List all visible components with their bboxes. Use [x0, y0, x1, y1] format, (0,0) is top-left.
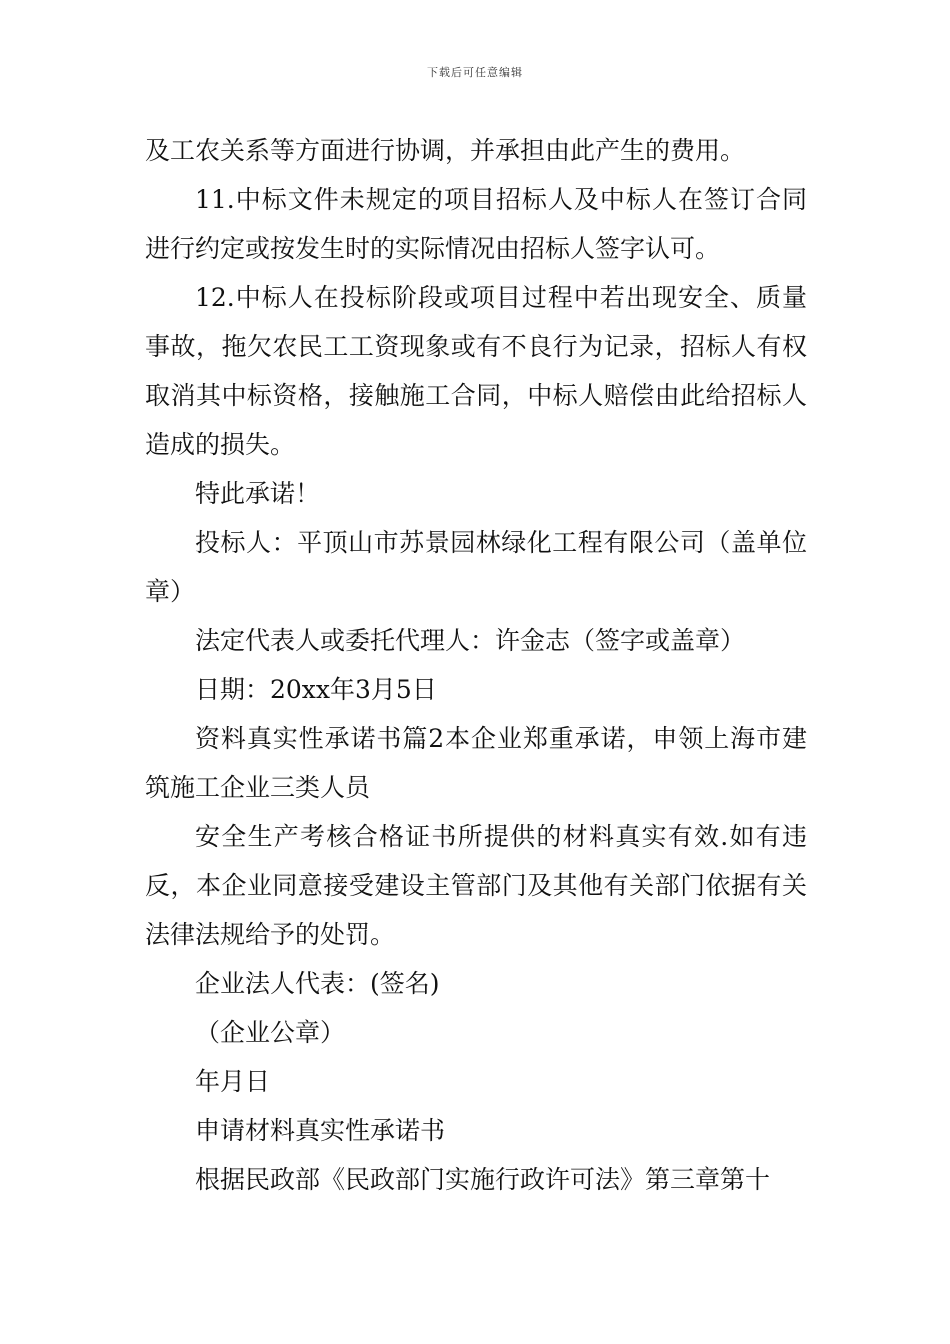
paragraph-3: 12.中标人在投标阶段或项目过程中若出现安全、质量事故，拖欠农民工工资现象或有不良行为记录，招标人有权取消其中标资格，接触施工合同，中标人赔偿由此给招标人造成的损失。 — [145, 283, 807, 459]
paragraph-10: 企业法人代表：(签名) — [195, 969, 440, 998]
paragraph-2: 11.中标文件未规定的项目招标人及中标人在签订合同进行约定或按发生时的实际情况由招标人签字认可。 — [145, 185, 807, 263]
paragraph-12: 年月日 — [195, 1067, 271, 1096]
paragraph-5: 投标人：平顶山市苏景园林绿化工程有限公司（盖单位章） — [145, 528, 807, 606]
paragraph-1: 及工农关系等方面进行协调，并承担由此产生的费用。 — [145, 136, 746, 165]
document-body — [145, 126, 807, 1204]
paragraph-9: 安全生产考核合格证书所提供的材料真实有效.如有违反，本企业同意接受建设主管部门及其他有关部门依据有关法律法规给予的处罚。 — [145, 822, 807, 949]
paragraph-14: 根据民政部《民政部门实施行政许可法》第三章第十 — [195, 1165, 771, 1194]
paragraph-8: 资料真实性承诺书篇2本企业郑重承诺，申领上海市建筑施工企业三类人员 — [145, 724, 807, 802]
paragraph-7: 日期：20xx年3月5日 — [195, 675, 437, 704]
paragraph-13: 申请材料真实性承诺书 — [195, 1116, 446, 1145]
page-header: 下载后可任意编辑 — [427, 66, 523, 79]
paragraph-11: （企业公章） — [195, 1018, 346, 1047]
paragraph-4: 特此承诺！ — [195, 479, 321, 508]
paragraph-6: 法定代表人或委托代理人：许金志（签字或盖章） — [195, 626, 746, 655]
